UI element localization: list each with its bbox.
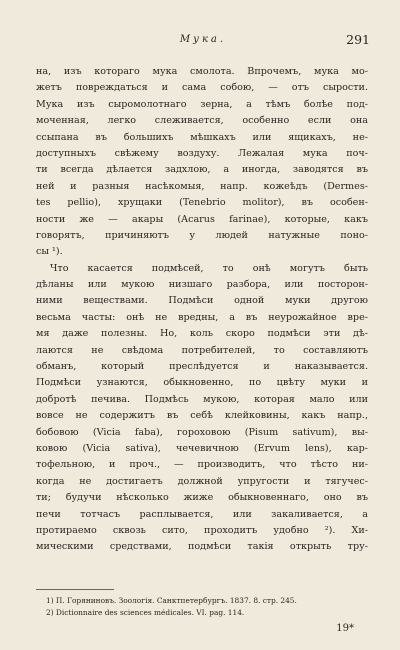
signature-mark: 19* bbox=[336, 623, 354, 634]
footnote: 1) П. Горяниновъ. Зоологія. Санктпетербургъ. 1837. 8. стр. 245. bbox=[46, 596, 297, 605]
text-line: сы ¹). bbox=[36, 246, 63, 258]
text-line: печи тотчасъ расплывается, или закаливается, а bbox=[36, 508, 368, 520]
text-line: когда не достигаетъ должной упругости и тягучес- bbox=[36, 475, 368, 487]
text-line: дѣланы или мукою низшаго разбора, или посторон- bbox=[36, 279, 368, 291]
body-text bbox=[36, 64, 368, 556]
text-line: тофельною, и проч., — производитъ, что тѣсто ни- bbox=[36, 459, 368, 471]
text-line: жетъ повреждаться и сама собою, — отъ сырости. bbox=[36, 82, 368, 94]
text-line: ности же — акары (Acarus farinae), которые, какъ bbox=[36, 213, 368, 225]
text-line: обманъ, который преслѣдуется и наказывается. bbox=[36, 361, 368, 373]
text-line: Что касается подмѣсей, то онѣ могутъ быть bbox=[50, 262, 368, 274]
text-line: добротѣ печива. Подмѣсь мукою, которая мало или bbox=[36, 393, 368, 405]
footnote: 2) Dictionnaire des sciences médicales. VI. pag. 114. bbox=[46, 607, 245, 617]
text-line: Мука изъ сыромолотнаго зерна, а тѣмъ болѣе под- bbox=[36, 98, 368, 110]
text-line: на, изъ котораго мука смолота. Впрочемъ, мука мо- bbox=[36, 66, 368, 77]
text-line: моченная, легко слеживается, особенно если она bbox=[36, 115, 368, 127]
running-title: Мука. bbox=[179, 34, 227, 45]
text-line: весьма часты: онѣ не вредны, а въ неурожайное вре- bbox=[36, 311, 368, 323]
text-line: мическими средствами, подмѣси такія открыть тру- bbox=[36, 541, 368, 553]
page-number: 291 bbox=[346, 32, 370, 47]
text-line: говорятъ, причиняютъ у людей натужные поно- bbox=[36, 229, 368, 241]
text-line: ссыпана въ большихъ мѣшкахъ или ящикахъ, не- bbox=[36, 131, 368, 143]
text-line: tes pellio), хрущаки (Tenebrio molitor), въ особен- bbox=[36, 197, 368, 209]
text-line: мя даже полезны. Но, коль скоро подмѣси эти дѣ- bbox=[36, 328, 368, 340]
text-line: вовсе не содержитъ въ себѣ клейковины, какъ напр., bbox=[36, 410, 368, 422]
text-line: ковою (Vicia sativa), чечевичною (Ervum lens), кар- bbox=[36, 442, 368, 454]
text-line: лаются не свѣдома потребителей, то составляютъ bbox=[36, 344, 368, 356]
text-line: протираемо сквозь сито, проходитъ удобно ²). Хи- bbox=[36, 524, 368, 536]
text-line: доступныхъ свѣжему воздуху. Лежалая мука поч- bbox=[36, 147, 368, 159]
footnote-separator bbox=[36, 589, 114, 590]
text-line: ти всегда дѣлается задхлою, а иногда, заводятся въ bbox=[36, 164, 368, 176]
text-line: ней и разныя насѣкомыя, напр. кожеѣдъ (Dermes- bbox=[36, 180, 368, 192]
text-line: ти; будучи нѣсколько жиже обыкновеннаго, оно въ bbox=[36, 492, 368, 504]
footnotes bbox=[46, 595, 366, 619]
page-header bbox=[36, 34, 370, 50]
text-line: ними веществами. Подмѣси одной муки другою bbox=[36, 295, 368, 307]
text-line: Подмѣси узнаются, обыкновенно, по цвѣту муки и bbox=[36, 377, 368, 389]
text-line: бобовою (Vicia faba), гороховою (Pisum sativum), вы- bbox=[36, 426, 368, 438]
